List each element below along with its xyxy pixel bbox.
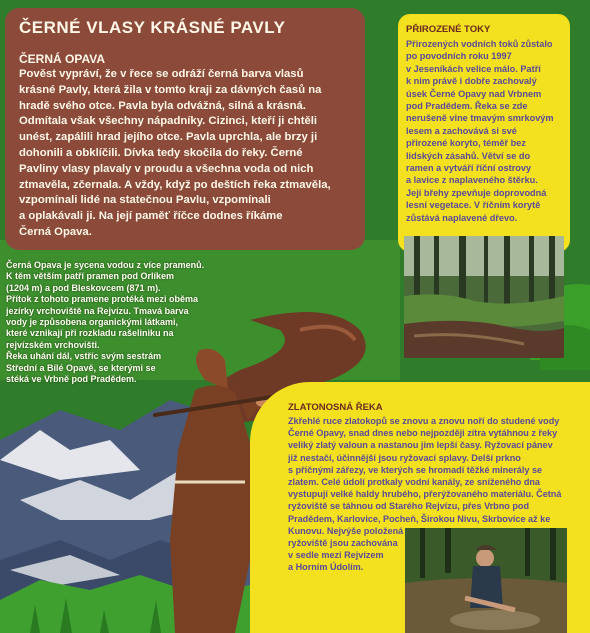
natural-streams-text: Přirozených vodních toků zůstalo po povodních roku 1997 v Jeseníkách velice málo. Patří k nim právě i dobře zachovalý úsek Černé Opavy nad Vrbnem pod Pradědem. Řeka se zde nerušeně vine tmavým smrkovým lesem a zachovává si své přirozené koryto, téměř bez lidských zásahů. Větví se do ramen a vytváří říční ostrovy a lavice z naplaveného štěrku. Její břehy zpevňuje doprovodná lesní vegetace. V říčním korytě zůstává naplavené dřevo. bbox=[406, 39, 554, 223]
natural-streams-heading: PŘIROZENÉ TOKY bbox=[406, 24, 491, 35]
gold-river-text: Zkřehlé ruce zlatokopů se znovu a znovu noří do studené vody Černé Opavy, snad dnes nebo nejpozději zítra vytáhnou z řeky veliký zlatý valoun a nastanou jim lepší časy. Ryžovací pánev již nestačí, účinnější jsou ryžovací splavy. Delší prkno s příčnými zářezy, ve kterých se hromadí těžké minerály se zlatem. Celé údolí protkaly vodní kanály, ze sníženého dna vystupují velké haldy hrubého, přerýžovaného materiálu. Četná ryžoviště se táhnou od Starého Rejvízu, přes Vrbno pod Pradědem, Karlovice, Pocheň, Širokou Nivu, Skrbovice až ke Kunovu. Nejvýše položená ryžoviště jsou zachována v sedle mezi Rejvízem a Horním Údolím. bbox=[288, 416, 562, 573]
legend-heading: ČERNÁ OPAVA bbox=[19, 52, 106, 66]
gold-panning-photo bbox=[405, 528, 567, 633]
source-info bbox=[6, 260, 256, 385]
legend-text: Pověst vypráví, že v řece se odráží černá barva vlasů krásné Pavly, která žila v tomto kraji za dávných časů na hradě svého otce. Pavla byla odvážná, silná a krásná. Odmítala však všechny nápadníky. Cizinci, kteří ji chtěli unést, zapálili hrad jejího otce. Pavla uprchla, ale brzy ji dohonili a obklíčili. Dívka tedy skočila do řeky. Černé Pavliny vlasy plavaly v proudu a všechna voda od nich ztmavěla, zčernala. A vždy, když po deštích řeka ztmavěla, vzpomínali lidé na statečnou Pavlu, vzpomínali a oplakávali ji. Na její paměť říčce dodnes říkáme Černá Opava. bbox=[19, 68, 331, 238]
source-text: Černá Opava je sycena vodou z více pramenů. K těm větším patří pramen pod Orlíkem (1204 m) a pod Bleskovcem (871 m). Přítok z tohoto pramene protéká mezi oběma jezírky vrchoviště na Rejvízu. Tmavá barva vody je způsobena organickými látkami, které vznikají při rozkladu rašeliniku na rejvízském vrchovišti. Řeka uhání dál, vstříc svým sestrám Střední a Bílé Opavě, se kterými se stéká ve Vrbně pod Pradědem. bbox=[6, 260, 205, 385]
page-title: ČERNÉ VLASY KRÁSNÉ PAVLY bbox=[19, 18, 286, 37]
gold-river-heading: ZLATONOSNÁ ŘEKA bbox=[288, 402, 383, 413]
natural-streams-panel bbox=[398, 14, 570, 252]
forest-river-photo bbox=[404, 236, 564, 358]
legend-panel bbox=[5, 8, 365, 250]
